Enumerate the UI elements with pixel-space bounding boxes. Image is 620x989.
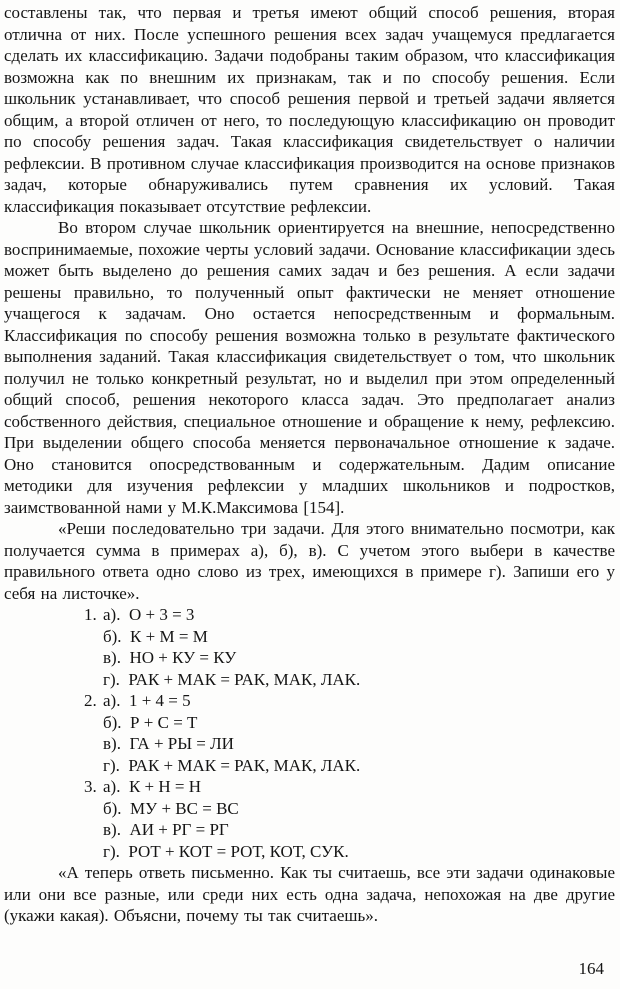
example-2-line-v: в). ГА + РЫ = ЛИ: [103, 734, 234, 753]
example-2-number: 2.: [84, 691, 97, 710]
example-1-line-g: г). РАК + МАК = РАК, МАК, ЛАК.: [103, 669, 361, 689]
example-1-text-a: а). О + 3 = 3: [103, 605, 195, 624]
page-number: 164: [578, 958, 604, 978]
example-3-line-a: [84, 776, 615, 798]
example-1-line-a: [84, 604, 615, 626]
example-2-line-b: б). Р + С = Т: [103, 712, 198, 732]
example-1-number: 1.: [84, 605, 97, 624]
example-2-line-g: г). РАК + МАК = РАК, МАК, ЛАК.: [103, 755, 361, 775]
example-3-line-v: в). АИ + РГ = РГ: [103, 820, 229, 839]
paragraph-continuation: составлены так, что первая и третья имеют общий способ решения, вторая отлична от них. После успешного решения всех задач учащемуся предлагается сделать их классификацию. Задачи подобраны таким образом, что классификация возможна как по внешним их признакам, так и по способу решения. Если школьник устанавливает, что способ решения первой и третьей задачи является общим, а второй отличен от него, то последующую классификацию он проводит по способу решения задач. Такая классификация свидетельствует о наличии рефлексии. В противном случае классификация производится на основе признаков задач, которые обнаруживались путем сравнения их условий. Такая классификация показывает отсутствие рефлексии.: [4, 3, 615, 216]
example-3-text-a: а). К + Н = Н: [103, 777, 202, 796]
example-2-text-a: а). 1 + 4 = 5: [103, 691, 191, 710]
example-3-line-b: б). МУ + ВС = ВС: [103, 798, 239, 818]
paragraph-second-case: Во втором случае школьник ориентируется на внешние, непосредственно воспринимаемые, похожие черты условий задачи. Основание классификации здесь может быть выделено до решения самих задач и без решения. А если задачи решены правильно, то полученный опыт фактически не меняет отношение учащегося к задачам. Оно остается непосредственным и формальным. Классификация по способу решения возможна только в результате фактического выполнения заданий. Такая классификация свидетельствует о том, что школьник получил не только конкретный результат, но и выделил при этом определенный общий способ, решения некоторого класса задач. Это предполагает анализ собственного действия, специальное отношение и обращение к нему, рефлексию. При выделении общего способа меняется первоначальное отношение к задаче. Оно становится опосредствованным и содержательным. Дадим описание методики для изучения рефлексии у младших школьников и подростков, заимствованной нами у М.К.Максимова [154].: [4, 218, 615, 517]
paragraph-task-instruction: «Реши последовательно три задачи. Для этого внимательно посмотри, как получается сумма в примерах а), б), в). С учетом этого выбери в качестве правильного ответа одно слово из трех, имеющихся в примере г). Запиши его у себя на листочке».: [4, 519, 615, 603]
example-2-line-a: [84, 690, 615, 712]
example-3-line-g: г). РОТ + КОТ = РОТ, КОТ, СУК.: [103, 841, 349, 861]
example-1-line-b: б). К + М = М: [103, 626, 208, 646]
example-1-line-v: в). НО + КУ = КУ: [103, 648, 237, 667]
paragraph-closing-question: «А теперь ответь письменно. Как ты считаешь, все эти задачи одинаковые или они все разные, или среди них есть одна задача, непохожая на две другие (укажи какая). Объясни, почему ты так считаешь».: [4, 863, 615, 925]
examples-list: [84, 604, 615, 862]
example-3-number: 3.: [84, 777, 97, 796]
